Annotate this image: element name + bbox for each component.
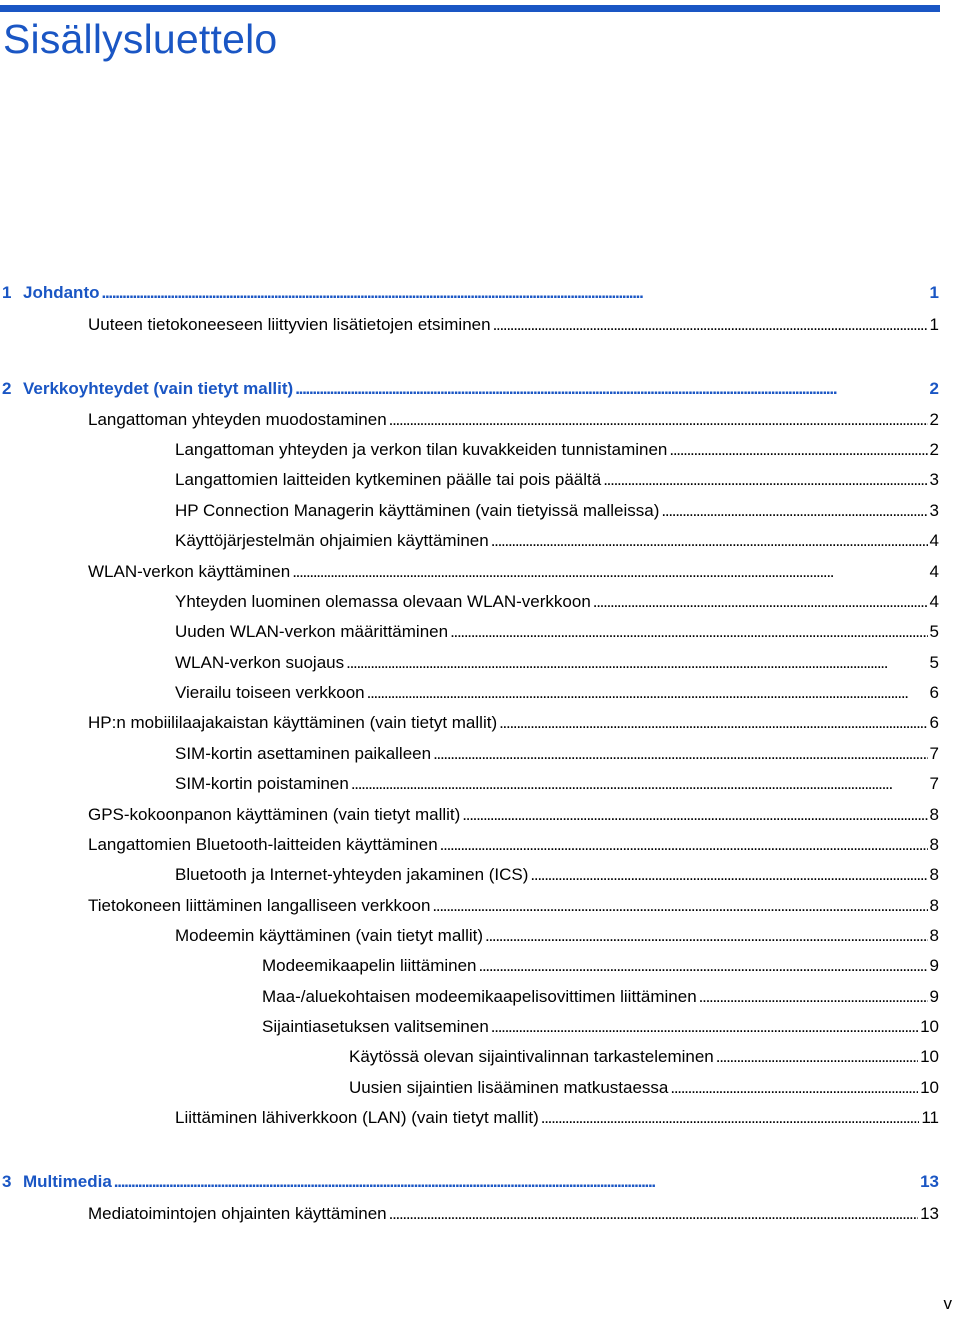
dot-leader: [295, 377, 927, 401]
dot-leader: [485, 924, 928, 948]
page-number: 13: [920, 1204, 939, 1223]
toc-entry[interactable]: [262, 985, 939, 1009]
dot-leader: [114, 1170, 918, 1194]
toc-entry[interactable]: [175, 863, 939, 887]
page-number-roman: v: [943, 1294, 952, 1313]
page-number: 8: [929, 835, 939, 854]
chapter-number: 2: [2, 379, 12, 398]
entry-title: Uuteen tietokoneeseen liittyvien lisätietojen etsiminen: [88, 315, 491, 334]
entry-title: HP Connection Managerin käyttäminen (vain tietyissä malleissa): [175, 501, 660, 520]
toc-entry[interactable]: [175, 772, 939, 796]
dot-leader: [530, 863, 927, 887]
page-number: 5: [929, 622, 939, 641]
page-number: 2: [929, 379, 939, 398]
entry-title: Maa-/aluekohtaisen modeemikaapelisovittimen liittäminen: [262, 987, 697, 1006]
page-number: 3: [929, 470, 939, 489]
page-number: 10: [920, 1078, 939, 1097]
dot-leader: [699, 985, 928, 1009]
chapter-title: Multimedia: [23, 1172, 112, 1191]
chapter-number: 3: [2, 1172, 12, 1191]
dot-leader: [593, 590, 928, 614]
page-number: 6: [929, 713, 939, 732]
entry-title: Tietokoneen liittäminen langalliseen verkkoon: [88, 896, 431, 915]
entry-title: Langattomien Bluetooth-laitteiden käyttäminen: [88, 835, 438, 854]
chapter-title: Johdanto: [23, 283, 100, 302]
page-number: 8: [929, 926, 939, 945]
toc-entry[interactable]: [175, 499, 939, 523]
toc-entry[interactable]: [175, 924, 939, 948]
dot-leader: [716, 1045, 918, 1069]
page-number: 5: [929, 653, 939, 672]
page-number: 10: [920, 1017, 939, 1036]
dot-leader: [479, 954, 928, 978]
page-number: 3: [929, 501, 939, 520]
entry-title: Uusien sijaintien lisääminen matkustaessa: [349, 1078, 669, 1097]
entry-title: WLAN-verkon käyttäminen: [88, 562, 291, 581]
toc-entry[interactable]: [175, 468, 939, 492]
dot-leader: [450, 620, 927, 644]
chapter-title: Verkkoyhteydet (vain tietyt mallit): [23, 379, 294, 398]
dot-leader: [292, 560, 927, 584]
page-number: 11: [921, 1108, 939, 1127]
page-number: 1: [929, 315, 939, 334]
page-number: 2: [929, 440, 939, 459]
toc-entry[interactable]: [262, 954, 939, 978]
dot-leader: [102, 281, 928, 305]
toc-entry[interactable]: [262, 1015, 939, 1039]
page-number: 1: [929, 283, 939, 302]
entry-title: Mediatoimintojen ohjainten käyttäminen: [88, 1204, 387, 1223]
toc-chapter-1[interactable]: [2, 281, 939, 305]
toc-entry[interactable]: [175, 1106, 939, 1130]
toc-entry[interactable]: [88, 560, 939, 584]
toc-entry[interactable]: [175, 742, 939, 766]
toc-entry[interactable]: [88, 803, 939, 827]
page-number: 2: [929, 410, 939, 429]
dot-leader: [669, 438, 927, 462]
toc-entry[interactable]: [88, 711, 939, 735]
dot-leader: [462, 803, 927, 827]
entry-title: Liittäminen lähiverkkoon (LAN) (vain tietyt mallit): [175, 1108, 539, 1127]
toc-entry[interactable]: [175, 438, 939, 462]
toc-entry[interactable]: [349, 1076, 939, 1100]
page-number: 9: [929, 987, 939, 1006]
entry-title: Sijaintiasetuksen valitseminen: [262, 1017, 489, 1036]
entry-title: Modeemikaapelin liittäminen: [262, 956, 477, 975]
toc-entry[interactable]: [349, 1045, 939, 1069]
toc-chapter-3[interactable]: [2, 1170, 939, 1194]
page-number: 8: [929, 896, 939, 915]
dot-leader: [541, 1106, 920, 1130]
dot-leader: [440, 833, 928, 857]
page-number: 6: [929, 683, 939, 702]
dot-leader: [389, 1202, 918, 1226]
entry-title: Modeemin käyttäminen (vain tietyt mallit): [175, 926, 484, 945]
entry-title: SIM-kortin asettaminen paikalleen: [175, 744, 432, 763]
dot-leader: [389, 408, 928, 432]
dot-leader: [433, 742, 927, 766]
entry-title: Vierailu toiseen verkkoon: [175, 683, 365, 702]
page-number: 4: [929, 562, 939, 581]
entry-title: WLAN-verkon suojaus: [175, 653, 345, 672]
page-number: 8: [929, 805, 939, 824]
toc-entry[interactable]: [88, 894, 939, 918]
entry-title: Langattoman yhteyden ja verkon tilan kuvakkeiden tunnistaminen: [175, 440, 668, 459]
page-number: 7: [929, 774, 939, 793]
page-number: 7: [929, 744, 939, 763]
dot-leader: [499, 711, 927, 735]
page-number: 9: [929, 956, 939, 975]
entry-title: Yhteyden luominen olemassa olevaan WLAN-verkkoon: [175, 592, 591, 611]
page-number: 4: [929, 531, 939, 550]
dot-leader: [367, 681, 928, 705]
page-title: Sisällysluettelo: [3, 16, 278, 62]
toc-entry[interactable]: [175, 681, 939, 705]
toc-entry[interactable]: [88, 833, 939, 857]
dot-leader: [603, 468, 927, 492]
dot-leader: [491, 529, 928, 553]
entry-title: GPS-kokoonpanon käyttäminen (vain tietyt mallit): [88, 805, 461, 824]
page-number: 8: [929, 865, 939, 884]
entry-title: Langattoman yhteyden muodostaminen: [88, 410, 387, 429]
toc-entry[interactable]: [175, 529, 939, 553]
entry-title: Käyttöjärjestelmän ohjaimien käyttäminen: [175, 531, 489, 550]
dot-leader: [491, 1015, 918, 1039]
toc-entry[interactable]: [175, 620, 939, 644]
toc-entry[interactable]: [88, 1202, 939, 1226]
dot-leader: [661, 499, 927, 523]
dot-leader: [346, 651, 927, 675]
entry-title: Langattomien laitteiden kytkeminen päälle tai pois päältä: [175, 470, 602, 489]
dot-leader: [351, 772, 928, 796]
page-number: 10: [920, 1047, 939, 1066]
toc-entry[interactable]: [175, 651, 939, 675]
dot-leader: [493, 313, 928, 337]
toc-entry[interactable]: [88, 408, 939, 432]
entry-title: Käytössä olevan sijaintivalinnan tarkasteleminen: [349, 1047, 714, 1066]
toc-chapter-2[interactable]: [2, 377, 939, 401]
dot-leader: [670, 1076, 918, 1100]
chapter-number: 1: [2, 283, 12, 302]
page-number: 13: [920, 1172, 939, 1191]
entry-title: SIM-kortin poistaminen: [175, 774, 349, 793]
entry-title: Uuden WLAN-verkon määrittäminen: [175, 622, 449, 641]
dot-leader: [432, 894, 927, 918]
entry-title: HP:n mobiililaajakaistan käyttäminen (vain tietyt mallit): [88, 713, 498, 732]
toc-entry[interactable]: [175, 590, 939, 614]
toc-entry[interactable]: [88, 313, 939, 337]
entry-title: Bluetooth ja Internet-yhteyden jakaminen (ICS): [175, 865, 529, 884]
page-number: 4: [929, 592, 939, 611]
